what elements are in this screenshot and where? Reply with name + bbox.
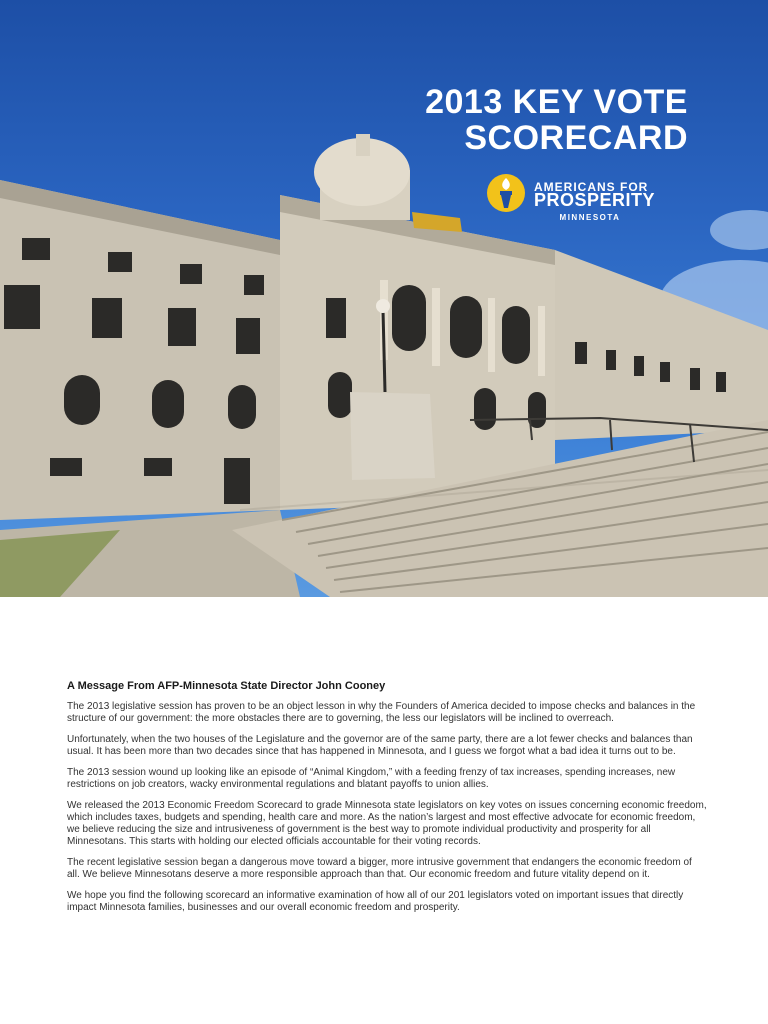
director-message (67, 680, 707, 923)
message-heading: A Message From AFP-Minnesota State Director John Cooney (67, 680, 386, 692)
org-name-line-1: AMERICANS FOR (534, 180, 649, 194)
scorecard-title (330, 84, 688, 156)
message-paragraph: The 2013 session wound up looking like an episode of “Animal Kingdom,” with a feeding frenzy of tax increases, spending increases, new restrictions on job creators, wacky environmental regulations and blatant payoffs to union allies. (67, 767, 676, 790)
title-line-1: 2013 KEY VOTE (425, 83, 688, 121)
torch-icon (486, 170, 526, 216)
message-paragraph: The recent legislative session began a dangerous move toward a bigger, more intrusive government that endangers the economic freedom of all. We believe Minnesotans deserve a more responsible approach than that. Our economic freedom and future vitality depend on it. (67, 857, 692, 880)
title-line-2: SCORECARD (464, 119, 688, 157)
afp-logo (486, 170, 656, 228)
message-paragraph: We released the 2013 Economic Freedom Scorecard to grade Minnesota state legislators on key votes on issues concerning economic freedom, which includes taxes, budgets and spending, health care and more. As the nation’s largest and most effective advocate for economic freedom, we believe reducing the size and intrusiveness of government is the best way to promote individual productivity and prosperity for all Minnesotans. This starts with holding our elected officials accountable for their voting records. (67, 800, 707, 847)
message-paragraph: Unfortunately, when the two houses of the Legislature and the governor are of the same party, there are a lot fewer checks and balances than usual. It has been more than two decades since that has happened in Minnesota, and I guess we forgot what a bad idea it turns out to be. (67, 734, 693, 757)
org-state: MINNESOTA (559, 213, 621, 222)
org-name-line-2: PROSPERITY (534, 190, 656, 210)
message-paragraph: We hope you find the following scorecard an informative examination of how all of our 201 legislators voted on important issues that directly impact Minnesota families, businesses and our overall economic freedom and prosperity. (67, 890, 684, 913)
message-paragraph: The 2013 legislative session has proven to be an object lesson in why the Founders of America decided to impose checks and balances in the structure of our government: the more obstacles there are to governing, the less our legislators will be inclined to overreach. (67, 701, 696, 724)
